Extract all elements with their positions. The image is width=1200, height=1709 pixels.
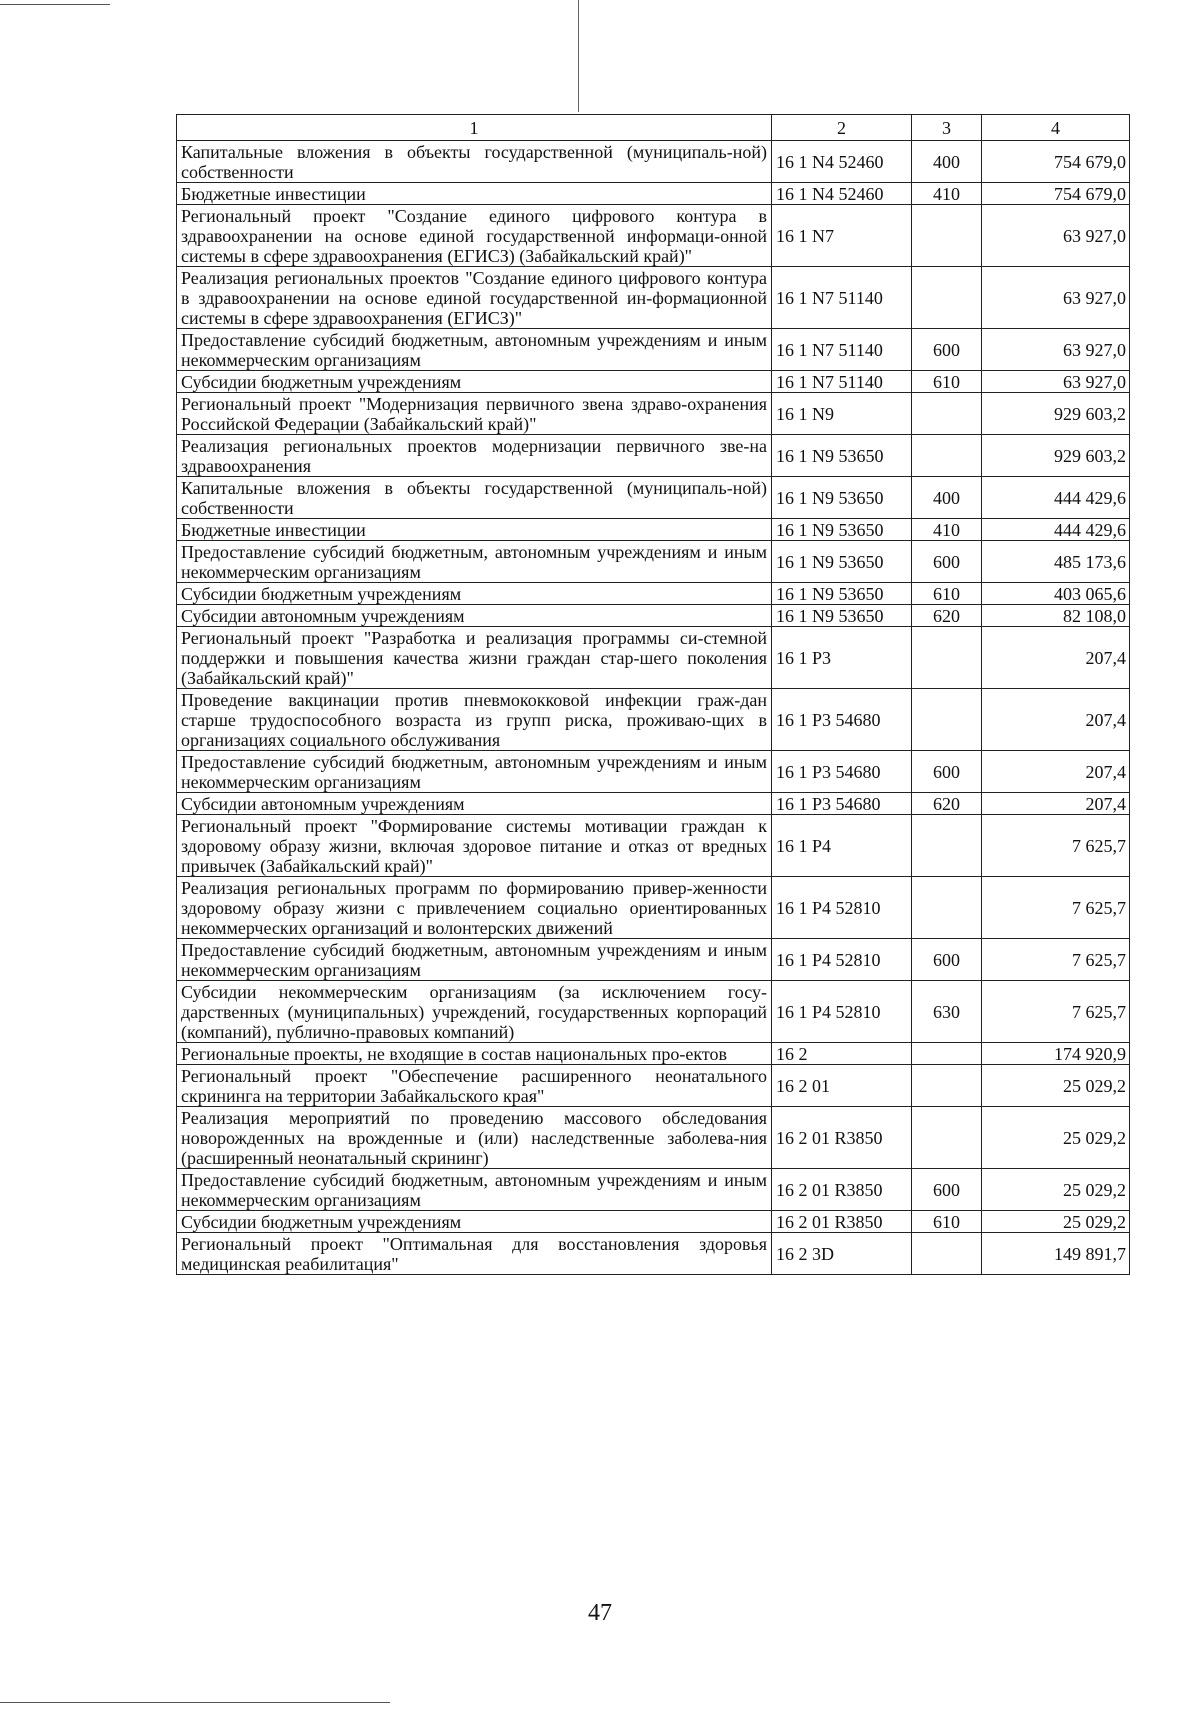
row-amount-cell: 82 108,0 <box>982 605 1130 627</box>
row-type-cell: 400 <box>912 477 982 519</box>
row-amount-cell: 25 029,2 <box>982 1211 1130 1233</box>
row-amount-cell: 207,4 <box>982 793 1130 815</box>
row-type-cell <box>912 1107 982 1169</box>
row-code-cell: 16 1 P3 54680 <box>772 689 912 751</box>
row-type-cell <box>912 1043 982 1065</box>
row-name-cell: Предоставление субсидий бюджетным, автономным учреждениям и иным некоммерческим организациям <box>177 939 772 981</box>
row-type-cell: 610 <box>912 371 982 393</box>
row-type-cell <box>912 267 982 329</box>
row-code-cell: 16 1 P4 <box>772 815 912 877</box>
row-code-cell: 16 1 N9 53650 <box>772 435 912 477</box>
table-row <box>177 205 1130 267</box>
row-amount-cell: 63 927,0 <box>982 205 1130 267</box>
row-amount-cell: 149 891,7 <box>982 1233 1130 1275</box>
row-name-cell: Предоставление субсидий бюджетным, автономным учреждениям и иным некоммерческим организациям <box>177 1169 772 1211</box>
row-name-cell: Реализация региональных проектов модернизации первичного зве-на здравоохранения <box>177 435 772 477</box>
row-name-cell: Региональный проект "Модернизация первичного звена здраво-охранения Российской Федерации (Забайкальский край)" <box>177 393 772 435</box>
table-row <box>177 583 1130 605</box>
row-type-cell: 600 <box>912 541 982 583</box>
table-row <box>177 751 1130 793</box>
row-type-cell <box>912 1233 982 1275</box>
row-name-cell: Субсидии бюджетным учреждениям <box>177 371 772 393</box>
row-amount-cell: 7 625,7 <box>982 877 1130 939</box>
table-row <box>177 1211 1130 1233</box>
row-type-cell: 600 <box>912 329 982 371</box>
row-name-cell: Региональный проект "Оптимальная для восстановления здоровья медицинская реабилитация" <box>177 1233 772 1275</box>
row-amount-cell: 7 625,7 <box>982 815 1130 877</box>
row-code-cell: 16 1 N4 52460 <box>772 183 912 205</box>
row-name-cell: Бюджетные инвестиции <box>177 183 772 205</box>
row-code-cell: 16 2 01 R3850 <box>772 1169 912 1211</box>
table-row <box>177 815 1130 877</box>
row-amount-cell: 7 625,7 <box>982 981 1130 1043</box>
row-amount-cell: 444 429,6 <box>982 477 1130 519</box>
row-amount-cell: 7 625,7 <box>982 939 1130 981</box>
row-code-cell: 16 1 P4 52810 <box>772 877 912 939</box>
row-name-cell: Реализация региональных программ по формированию привер-женности здоровому образу жизни с привлечением социально ориентированных некоммерческих организаций и волонтерских движений <box>177 877 772 939</box>
row-code-cell: 16 2 01 R3850 <box>772 1211 912 1233</box>
row-code-cell: 16 1 N9 53650 <box>772 583 912 605</box>
row-amount-cell: 403 065,6 <box>982 583 1130 605</box>
row-code-cell: 16 1 N9 53650 <box>772 477 912 519</box>
row-amount-cell: 754 679,0 <box>982 141 1130 183</box>
row-name-cell: Региональный проект "Обеспечение расширенного неонатального скрининга на территории Забайкальского края" <box>177 1065 772 1107</box>
row-code-cell: 16 1 P3 54680 <box>772 793 912 815</box>
row-type-cell <box>912 205 982 267</box>
row-type-cell: 600 <box>912 751 982 793</box>
row-type-cell: 410 <box>912 183 982 205</box>
table-row <box>177 477 1130 519</box>
row-type-cell <box>912 689 982 751</box>
table-row <box>177 877 1130 939</box>
row-name-cell: Региональный проект "Разработка и реализация программы си-стемной поддержки и повышения качества жизни граждан стар-шего поколения (Забайкальский край)" <box>177 627 772 689</box>
row-type-cell: 600 <box>912 1169 982 1211</box>
table-row <box>177 605 1130 627</box>
row-name-cell: Предоставление субсидий бюджетным, автономным учреждениям и иным некоммерческим организациям <box>177 329 772 371</box>
table-row <box>177 793 1130 815</box>
row-amount-cell: 485 173,6 <box>982 541 1130 583</box>
row-name-cell: Реализация мероприятий по проведению массового обследования новорожденных на врожденные и (или) наследственные заболева-ния (расширенный неонатальный скрининг) <box>177 1107 772 1169</box>
row-amount-cell: 207,4 <box>982 689 1130 751</box>
row-code-cell: 16 1 P3 54680 <box>772 751 912 793</box>
row-type-cell <box>912 627 982 689</box>
column-header-4: 4 <box>982 115 1130 141</box>
row-name-cell: Бюджетные инвестиции <box>177 519 772 541</box>
row-name-cell: Субсидии автономным учреждениям <box>177 793 772 815</box>
row-amount-cell: 25 029,2 <box>982 1065 1130 1107</box>
row-amount-cell: 444 429,6 <box>982 519 1130 541</box>
row-code-cell: 16 2 01 R3850 <box>772 1107 912 1169</box>
table-row <box>177 329 1130 371</box>
row-type-cell <box>912 1065 982 1107</box>
table-row <box>177 981 1130 1043</box>
row-name-cell: Капитальные вложения в объекты государственной (муниципаль-ной) собственности <box>177 141 772 183</box>
table-row <box>177 435 1130 477</box>
row-name-cell: Субсидии бюджетным учреждениям <box>177 1211 772 1233</box>
row-name-cell: Предоставление субсидий бюджетным, автономным учреждениям и иным некоммерческим организациям <box>177 541 772 583</box>
row-amount-cell: 25 029,2 <box>982 1107 1130 1169</box>
row-amount-cell: 207,4 <box>982 751 1130 793</box>
row-type-cell <box>912 393 982 435</box>
table-row <box>177 689 1130 751</box>
row-code-cell: 16 1 N4 52460 <box>772 141 912 183</box>
table-row <box>177 1065 1130 1107</box>
row-name-cell: Региональный проект "Создание единого цифрового контура в здравоохранении на основе единой государственной информаци-онной системы в сфере здравоохранения (ЕГИСЗ) (Забайкальский край)" <box>177 205 772 267</box>
row-amount-cell: 754 679,0 <box>982 183 1130 205</box>
budget-table <box>176 114 1130 1275</box>
row-type-cell: 400 <box>912 141 982 183</box>
row-type-cell: 630 <box>912 981 982 1043</box>
row-code-cell: 16 2 3D <box>772 1233 912 1275</box>
row-amount-cell: 63 927,0 <box>982 371 1130 393</box>
row-name-cell: Предоставление субсидий бюджетным, автономным учреждениям и иным некоммерческим организациям <box>177 751 772 793</box>
table-row <box>177 393 1130 435</box>
row-name-cell: Субсидии бюджетным учреждениям <box>177 583 772 605</box>
column-header-2: 2 <box>772 115 912 141</box>
row-name-cell: Субсидии автономным учреждениям <box>177 605 772 627</box>
row-code-cell: 16 2 <box>772 1043 912 1065</box>
table-row <box>177 1233 1130 1275</box>
row-name-cell: Реализация региональных проектов "Создание единого цифрового контура в здравоохранении на основе единой государственной ин-формационной системы в сфере здравоохранения (ЕГИСЗ)" <box>177 267 772 329</box>
row-type-cell: 620 <box>912 605 982 627</box>
table-row <box>177 627 1130 689</box>
row-type-cell: 600 <box>912 939 982 981</box>
row-type-cell: 410 <box>912 519 982 541</box>
row-code-cell: 16 1 N9 53650 <box>772 519 912 541</box>
row-name-cell: Субсидии некоммерческим организациям (за исключением госу-дарственных (муниципальных) учреждений, государственных корпораций (компаний), публично-правовых компаний) <box>177 981 772 1043</box>
row-code-cell: 16 1 N7 51140 <box>772 267 912 329</box>
table-row <box>177 1169 1130 1211</box>
table-row <box>177 541 1130 583</box>
row-name-cell: Региональные проекты, не входящие в состав национальных про-ектов <box>177 1043 772 1065</box>
row-type-cell: 620 <box>912 793 982 815</box>
row-code-cell: 16 1 N9 <box>772 393 912 435</box>
row-code-cell: 16 1 P3 <box>772 627 912 689</box>
table-row <box>177 141 1130 183</box>
scan-fold-line <box>578 0 579 112</box>
row-code-cell: 16 1 N7 <box>772 205 912 267</box>
row-amount-cell: 63 927,0 <box>982 267 1130 329</box>
scan-edge-line-bottom <box>0 1702 390 1703</box>
row-type-cell <box>912 435 982 477</box>
scan-edge-line-top <box>0 4 110 5</box>
row-amount-cell: 174 920,9 <box>982 1043 1130 1065</box>
row-amount-cell: 63 927,0 <box>982 329 1130 371</box>
table-row <box>177 939 1130 981</box>
row-type-cell <box>912 815 982 877</box>
page-number: 47 <box>588 1600 612 1626</box>
row-code-cell: 16 1 N7 51140 <box>772 371 912 393</box>
table-row <box>177 519 1130 541</box>
column-header-1: 1 <box>177 115 772 141</box>
row-amount-cell: 929 603,2 <box>982 435 1130 477</box>
table-header-row <box>177 115 1130 141</box>
row-code-cell: 16 1 N9 53650 <box>772 605 912 627</box>
row-amount-cell: 929 603,2 <box>982 393 1130 435</box>
row-name-cell: Капитальные вложения в объекты государственной (муниципаль-ной) собственности <box>177 477 772 519</box>
row-code-cell: 16 1 P4 52810 <box>772 981 912 1043</box>
table-row <box>177 1107 1130 1169</box>
row-type-cell: 610 <box>912 583 982 605</box>
table-row <box>177 267 1130 329</box>
table-row <box>177 371 1130 393</box>
row-amount-cell: 25 029,2 <box>982 1169 1130 1211</box>
row-code-cell: 16 2 01 <box>772 1065 912 1107</box>
row-type-cell <box>912 877 982 939</box>
row-code-cell: 16 1 N7 51140 <box>772 329 912 371</box>
row-amount-cell: 207,4 <box>982 627 1130 689</box>
row-code-cell: 16 1 P4 52810 <box>772 939 912 981</box>
row-name-cell: Проведение вакцинации против пневмококковой инфекции граж-дан старше трудоспособного возраста из групп риска, проживаю-щих в организациях социального обслуживания <box>177 689 772 751</box>
table-row <box>177 1043 1130 1065</box>
row-name-cell: Региональный проект "Формирование системы мотивации граждан к здоровому образу жизни, включая здоровое питание и отказ от вредных привычек (Забайкальский край)" <box>177 815 772 877</box>
row-type-cell: 610 <box>912 1211 982 1233</box>
row-code-cell: 16 1 N9 53650 <box>772 541 912 583</box>
column-header-3: 3 <box>912 115 982 141</box>
table-row <box>177 183 1130 205</box>
